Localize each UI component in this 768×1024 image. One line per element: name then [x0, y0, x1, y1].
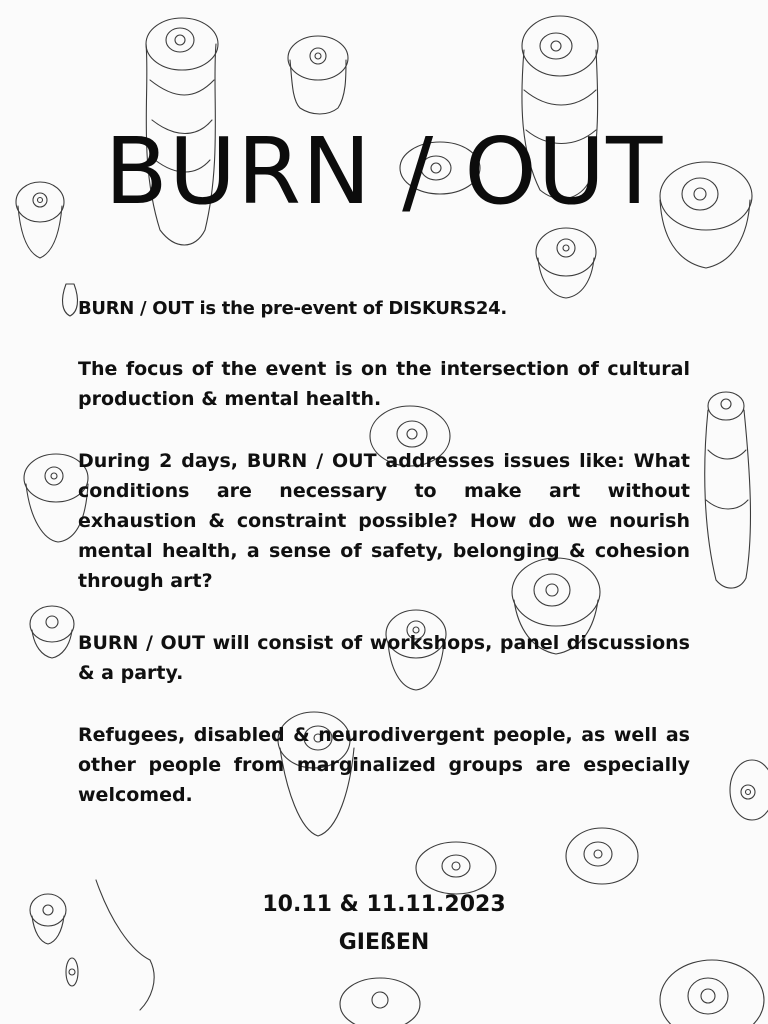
issues-paragraph: During 2 days, BURN / OUT addresses issues like: What conditions are necessary to make art without exhaustion & constraint possible? How do we nourish mental health, a sense of safety, belonging & cohesion through art?: [78, 450, 690, 592]
eye-drawing: [30, 606, 74, 658]
eye-drawing: [536, 228, 596, 298]
program-paragraph: BURN / OUT will consist of workshops, panel discussions & a party.: [78, 632, 690, 684]
focus-paragraph: The focus of the event is on the intersection of cultural production & mental health.: [78, 358, 690, 410]
eye-drawing: [705, 392, 751, 588]
poster-title: BURN / OUT: [104, 118, 664, 225]
eye-drawing: [730, 760, 768, 820]
intro-paragraph: BURN / OUT is the pre-event of DISKURS24.: [78, 298, 507, 319]
eye-drawing: [66, 958, 78, 986]
event-location: GIEßEN: [338, 930, 430, 955]
welcome-paragraph: Refugees, disabled & neurodivergent people, as well as other people from marginalized groups are especially welcomed.: [78, 724, 690, 806]
event-details: [0, 886, 768, 962]
event-description: [78, 294, 690, 842]
eye-drawing: [288, 36, 348, 114]
eye-drawing: [340, 978, 420, 1024]
eye-drawing: [660, 960, 764, 1024]
event-date: 10.11 & 11.11.2023: [262, 892, 506, 917]
